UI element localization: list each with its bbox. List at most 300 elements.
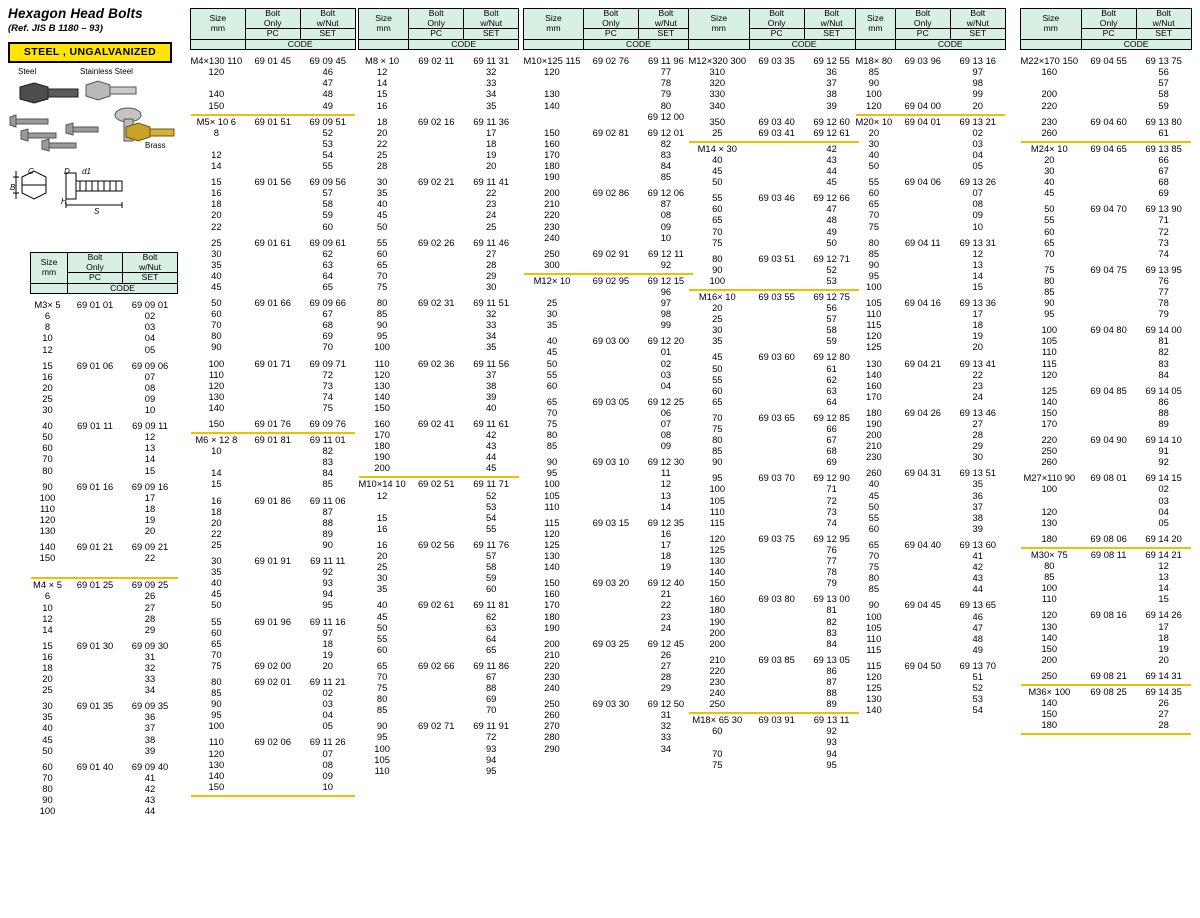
cell-bolt-only-code: 69 04 16 [904, 297, 941, 309]
cell-bolt-wnut-code: 69 11 96 [648, 55, 684, 67]
cell-bolt-only-code [245, 391, 300, 402]
cell-size: 6 [44, 590, 51, 602]
cell-bolt-wnut-code: 81 [826, 604, 837, 616]
cell-bolt-wnut-code: 02 [660, 357, 672, 369]
cell-bolt-wnut-code: 18 [972, 319, 983, 331]
cell-size: 140 [866, 368, 882, 380]
cell-bolt-only-code: 69 02 86 [592, 187, 630, 199]
cell-bolt-wnut-code: 69 12 75 [813, 290, 850, 302]
table-row [524, 682, 694, 693]
cell-size: 90 [376, 319, 388, 331]
table-row [856, 539, 1006, 550]
cell-size: 250 [544, 247, 560, 259]
table-row [1021, 643, 1192, 654]
table-row [359, 149, 519, 160]
cell-bolt-wnut-code: 69 13 31 [959, 236, 996, 248]
cell-bolt-only-code [68, 321, 123, 332]
cell-bolt-only-code [245, 66, 300, 77]
cell-bolt-wnut-code: 57 [1158, 77, 1169, 89]
cell-size: 170 [544, 599, 560, 611]
header-pc: PC [583, 29, 638, 40]
table-row [31, 453, 178, 464]
cell-bolt-only-code [409, 138, 464, 149]
cell-size: 100 [1041, 582, 1058, 594]
cell-bolt-only-code: 69 08 25 [1090, 685, 1127, 697]
cell-bolt-wnut-code: 96 [660, 285, 672, 297]
table-row [524, 369, 694, 380]
cell-size: 95 [868, 269, 880, 281]
table-row [31, 700, 178, 711]
cell-bolt-only-code [245, 759, 300, 770]
table-row [359, 693, 519, 704]
cell-bolt-only-code [245, 770, 300, 781]
table-row [856, 127, 1006, 138]
table-code-row [1021, 39, 1192, 49]
table-row [191, 176, 356, 187]
cell-size: M20× 10 [855, 115, 893, 127]
table-row [191, 270, 356, 281]
cell-bolt-wnut-code: 99 [660, 319, 672, 331]
cell-bolt-wnut-code: 69 12 90 [813, 472, 850, 484]
table-row [31, 371, 178, 382]
cell-size: 16 [211, 494, 222, 506]
table-row [856, 512, 1006, 523]
cell-size: 55 [868, 511, 880, 523]
cell-bolt-only-code [245, 138, 300, 149]
cell-bolt-wnut-code: 22 [144, 552, 156, 564]
cell-bolt-only-code [749, 698, 804, 709]
cell-bolt-wnut-code: 21 [660, 588, 672, 600]
cell-bolt-only-code: 69 02 06 [254, 736, 291, 748]
cell-bolt-only-code: 69 01 76 [254, 418, 291, 429]
table-row [689, 616, 860, 627]
table-row [524, 660, 694, 671]
table-row [359, 187, 519, 198]
cell-bolt-wnut-code: 22 [660, 599, 672, 611]
cell-size: 20 [376, 126, 388, 138]
cell-size: 260 [544, 709, 560, 721]
cell-size: 115 [866, 319, 882, 331]
cell-size: 80 [1044, 560, 1055, 572]
cell-bolt-only-code [749, 335, 804, 346]
bolt-illustration [8, 79, 186, 165]
cell-size: 150 [1041, 642, 1058, 654]
cell-bolt-only-code [749, 748, 804, 759]
cell-size: 40 [1044, 176, 1055, 188]
cell-bolt-only-code [583, 561, 638, 572]
table-row [31, 783, 178, 794]
cell-bolt-wnut-code: 52 [826, 263, 837, 275]
table-row [524, 577, 694, 588]
cell-size: 65 [376, 258, 388, 270]
cell-bolt-wnut-code: 28 [485, 258, 497, 270]
cell-bolt-wnut-code: 10 [322, 780, 333, 792]
cell-bolt-wnut-code: 35 [972, 478, 983, 490]
cell-bolt-wnut-code: 69 09 56 [309, 176, 346, 188]
cell-size: 12 [42, 612, 53, 624]
cell-bolt-wnut-code: 20 [972, 99, 983, 111]
cell-bolt-wnut-code: 53 [826, 274, 837, 286]
cell-bolt-wnut-code: 83 [660, 148, 672, 160]
cell-bolt-only-code [583, 720, 638, 731]
header-bolt-only: Bolt Only [409, 9, 464, 29]
cell-size: 250 [1041, 669, 1058, 681]
table-row [191, 402, 356, 413]
cell-size: 14 [211, 160, 222, 172]
cell-bolt-wnut-code: 03 [144, 321, 156, 333]
cell-bolt-only-code [409, 572, 464, 583]
cell-bolt-wnut-code: 69 13 41 [959, 357, 996, 369]
cell-bolt-only-code: 69 03 00 [592, 335, 630, 347]
cell-bolt-wnut-code: 69 13 75 [1145, 55, 1182, 67]
cell-bolt-wnut-code: 69 14 05 [1145, 384, 1182, 396]
table-row [856, 440, 1006, 451]
cell-size: 45 [712, 165, 723, 177]
cell-bolt-wnut-code: 35 [485, 99, 497, 111]
cell-bolt-wnut-code: 69 13 65 [959, 599, 996, 611]
group-gap [856, 715, 1006, 720]
cell-size: 100 [39, 805, 56, 817]
cell-bolt-wnut-code: 25 [485, 220, 497, 232]
cell-bolt-wnut-code: 15 [144, 464, 156, 476]
cell-bolt-wnut-code: 23 [660, 610, 672, 622]
cell-bolt-only-code [68, 453, 123, 464]
table-row [191, 187, 356, 198]
cell-size: 110 [709, 505, 725, 517]
table-row [1021, 176, 1192, 187]
cell-size: 130 [866, 357, 882, 369]
code-table-col5 [688, 8, 860, 775]
cell-bolt-only-code [895, 583, 950, 594]
cell-bolt-only-code [583, 198, 638, 209]
cell-bolt-only-code [409, 561, 464, 572]
cell-bolt-only-code: 69 03 96 [904, 55, 941, 67]
table-row [689, 66, 860, 77]
cell-bolt-wnut-code: 69 13 70 [959, 659, 996, 671]
table-row [31, 465, 178, 476]
cell-size: 85 [1044, 285, 1055, 297]
cell-bolt-only-code [245, 160, 300, 171]
table-row [31, 761, 178, 772]
cell-bolt-wnut-code: 08 [144, 381, 156, 393]
table-row [359, 720, 519, 731]
table-row [191, 297, 356, 308]
table-row [524, 111, 694, 122]
cell-size: 20 [211, 516, 222, 528]
table-row [359, 704, 519, 715]
cell-bolt-only-code: 69 04 11 [904, 236, 941, 248]
cell-size: 22 [211, 220, 222, 232]
table-row [359, 754, 519, 765]
table-row [191, 391, 356, 402]
cell-size: 115 [866, 659, 882, 671]
cell-bolt-only-code [409, 644, 464, 655]
cell-bolt-only-code [583, 407, 638, 418]
cell-bolt-wnut-code: 92 [826, 725, 837, 737]
cell-size: 180 [866, 406, 882, 418]
cell-bolt-wnut-code: 77 [660, 66, 672, 78]
table-header-row [689, 9, 860, 29]
cell-size: 100 [39, 491, 56, 503]
table-row [191, 627, 356, 638]
cell-bolt-wnut-code: 93 [826, 736, 837, 748]
table-row [1021, 517, 1192, 528]
cell-bolt-only-code [1081, 275, 1136, 286]
cell-bolt-wnut-code: 82 [660, 137, 672, 149]
cell-size: 60 [1044, 225, 1055, 237]
cell-size: 12 [376, 66, 388, 78]
cell-size: 90 [546, 456, 558, 468]
cell-bolt-only-code: 69 02 61 [417, 599, 455, 611]
cell-bolt-wnut-code: 75 [322, 401, 333, 413]
table-row [31, 563, 178, 574]
cell-size: 180 [709, 604, 726, 616]
cell-bolt-wnut-code: 46 [972, 610, 983, 622]
cell-size: 230 [544, 670, 560, 682]
cell-size: 200 [1041, 653, 1058, 665]
cell-bolt-only-code [68, 590, 123, 601]
cell-size: 90 [712, 456, 723, 468]
cell-bolt-only-code: 69 03 46 [758, 192, 795, 204]
cell-bolt-wnut-code: 98 [660, 308, 672, 320]
table-row [191, 539, 356, 550]
cell-bolt-only-code [409, 693, 464, 704]
cell-bolt-only-code: 69 01 21 [76, 541, 114, 553]
cell-size: 16 [376, 522, 388, 534]
cell-bolt-only-code [895, 270, 950, 281]
cell-size: 25 [712, 313, 723, 325]
table-row [359, 297, 519, 308]
cell-bolt-wnut-code: 69 14 35 [1145, 685, 1182, 697]
cell-size: 65 [868, 538, 880, 550]
table-row [856, 198, 1006, 209]
cell-bolt-wnut-code: 69 11 91 [473, 720, 510, 732]
cell-bolt-wnut-code: 05 [144, 343, 156, 355]
table-row [856, 682, 1006, 693]
cell-size: 35 [376, 583, 388, 595]
table-row [856, 358, 1006, 369]
cell-size: 10 [42, 332, 53, 344]
cell-bolt-only-code [1081, 697, 1136, 708]
table-row [1021, 418, 1192, 429]
cell-bolt-only-code [749, 506, 804, 517]
cell-bolt-wnut-code: 69 12 11 [648, 247, 684, 259]
header-set: SET [300, 29, 355, 40]
cell-bolt-wnut-code: 69 13 16 [959, 55, 996, 67]
cell-size: 150 [208, 99, 225, 111]
cell-bolt-only-code [409, 248, 464, 259]
cell-bolt-wnut-code: 69 13 85 [1145, 142, 1182, 154]
cell-bolt-wnut-code: 06 [660, 406, 672, 418]
table-row [31, 525, 178, 536]
cell-bolt-wnut-code: 36 [972, 489, 983, 501]
table-row [524, 77, 694, 88]
cell-bolt-only-code: 69 08 16 [1090, 609, 1127, 621]
cell-bolt-only-code: 69 03 91 [758, 714, 795, 726]
table-row [191, 517, 356, 528]
cell-bolt-wnut-code: 69 12 45 [647, 637, 685, 649]
cell-bolt-only-code: 69 01 61 [254, 236, 291, 248]
cell-bolt-only-code [895, 572, 950, 583]
dimension-sketch [8, 167, 186, 223]
cell-bolt-wnut-code: 28 [1158, 719, 1169, 731]
table-row [31, 684, 178, 695]
cell-bolt-wnut-code: 69 13 51 [959, 467, 996, 479]
cell-bolt-only-code [245, 198, 300, 209]
cell-bolt-only-code [583, 111, 638, 122]
cell-bolt-wnut-code: 69 12 00 [647, 110, 685, 122]
cell-bolt-only-code: 69 03 70 [758, 472, 795, 484]
table-row [1021, 154, 1192, 165]
cell-size: 220 [544, 659, 560, 671]
table-row [1021, 324, 1192, 335]
cell-bolt-only-code [583, 358, 638, 369]
cell-size: 14 [376, 77, 388, 89]
cell-bolt-wnut-code: 34 [144, 684, 156, 696]
cell-size: 85 [376, 704, 388, 716]
cell-size: 140 [208, 401, 225, 413]
cell-size: 105 [1041, 335, 1058, 347]
cell-bolt-only-code [245, 748, 300, 759]
cell-bolt-only-code [749, 517, 804, 528]
cell-bolt-only-code [245, 709, 300, 720]
table-row [1021, 483, 1192, 494]
table-row [359, 644, 519, 655]
cell-bolt-wnut-code: 67 [322, 308, 333, 320]
cell-bolt-wnut-code: 04 [1158, 505, 1169, 517]
cell-bolt-only-code [749, 302, 804, 313]
cell-bolt-only-code [245, 341, 300, 352]
table-row [31, 420, 178, 431]
cell-bolt-wnut-code: 23 [972, 379, 983, 391]
cell-bolt-wnut-code: 43 [144, 794, 156, 806]
header-bolt-wnut: Bolt w/Nut [638, 9, 693, 29]
cell-bolt-only-code [68, 310, 123, 321]
cell-size: 140 [1041, 395, 1058, 407]
table-row [191, 445, 356, 456]
cell-size: 80 [712, 434, 723, 446]
cell-size: 20 [1044, 153, 1055, 165]
cell-bolt-only-code [1081, 358, 1136, 369]
cell-bolt-only-code [583, 77, 638, 88]
cell-bolt-wnut-code: 69 12 25 [647, 395, 685, 407]
cell-bolt-only-code [409, 198, 464, 209]
table-row [1021, 116, 1192, 127]
cell-bolt-wnut-code: 28 [660, 670, 672, 682]
cell-size: 50 [211, 599, 222, 611]
cell-bolt-only-code [1081, 495, 1136, 506]
table-row [359, 88, 519, 99]
sketch-label-c: C [28, 167, 34, 176]
cell-size: 220 [544, 209, 560, 221]
table-row [191, 759, 356, 770]
cell-bolt-only-code [749, 544, 804, 555]
cell-bolt-only-code: 69 04 40 [904, 538, 941, 550]
cell-size: 80 [376, 297, 388, 309]
cell-size: 30 [546, 308, 558, 320]
cell-size: 200 [709, 637, 726, 649]
cell-bolt-wnut-code: 09 [322, 769, 333, 781]
cell-size: 160 [544, 137, 560, 149]
cell-size: 110 [1041, 346, 1057, 358]
table-row [1021, 719, 1192, 730]
table-row [689, 412, 860, 423]
cell-size: 60 [376, 247, 388, 259]
cell-bolt-wnut-code: 97 [660, 297, 672, 309]
table-row [689, 302, 860, 313]
table-row [191, 55, 356, 66]
header-size: Size mm [524, 9, 584, 40]
table-row [359, 429, 519, 440]
cell-bolt-only-code [583, 100, 638, 111]
cell-size: 65 [546, 395, 558, 407]
cell-bolt-wnut-code: 69 09 35 [131, 700, 169, 712]
cell-size: 150 [1041, 708, 1058, 720]
cell-bolt-only-code [68, 371, 123, 382]
cell-bolt-wnut-code: 12 [144, 431, 156, 443]
cell-bolt-only-code [245, 209, 300, 220]
cell-bolt-only-code [245, 281, 300, 292]
cell-size: 20 [712, 302, 723, 314]
cell-bolt-wnut-code: 69 11 56 [473, 357, 510, 369]
cell-bolt-wnut-code: 72 [485, 731, 497, 743]
cell-bolt-wnut-code: 41 [144, 771, 156, 783]
cell-size: 65 [211, 637, 222, 649]
cell-bolt-only-code [895, 160, 950, 171]
cell-bolt-wnut-code: 84 [826, 637, 837, 649]
cell-bolt-wnut-code: 38 [485, 379, 497, 391]
cell-size: 75 [712, 423, 723, 434]
cell-bolt-wnut-code: 69 12 20 [647, 335, 685, 347]
cell-bolt-only-code [68, 404, 123, 415]
table-row [1021, 100, 1192, 111]
cell-bolt-only-code [895, 88, 950, 99]
header-bolt-wnut: Bolt w/Nut [950, 9, 1005, 29]
cell-bolt-wnut-code: 69 09 71 [309, 357, 346, 369]
cell-size: M16× 10 [698, 290, 736, 302]
group-gap [524, 754, 694, 759]
cell-bolt-wnut-code: 09 [144, 392, 156, 404]
cell-bolt-only-code: 69 08 06 [1090, 532, 1127, 544]
cell-bolt-only-code [749, 203, 804, 214]
cell-size: 20 [211, 209, 222, 221]
cell-bolt-only-code [245, 781, 300, 792]
table-row [191, 577, 356, 588]
cell-bolt-only-code: 69 03 51 [758, 252, 795, 264]
cell-bolt-only-code [409, 429, 464, 440]
table-row [191, 160, 356, 171]
cell-size: 25 [376, 561, 388, 573]
cell-bolt-only-code [1081, 187, 1136, 198]
table-row [31, 651, 178, 662]
cell-size: M18× 80 [855, 55, 893, 67]
cell-bolt-only-code: 69 01 86 [254, 494, 291, 506]
cell-bolt-only-code [1081, 176, 1136, 187]
cell-bolt-wnut-code: 20 [485, 160, 497, 172]
cell-bolt-wnut-code: 57 [485, 550, 497, 562]
cell-bolt-only-code [409, 127, 464, 138]
cell-bolt-wnut-code: 68 [1158, 176, 1169, 188]
table-row [689, 237, 860, 248]
table-row [524, 396, 694, 407]
cell-bolt-wnut-code: 69 11 31 [473, 55, 510, 67]
table-row [359, 259, 519, 270]
cell-size: M3× 5 [34, 299, 61, 311]
cell-bolt-only-code [1081, 396, 1136, 407]
cell-bolt-wnut-code: 64 [485, 632, 497, 644]
cell-bolt-only-code [583, 346, 638, 357]
cell-size: 65 [712, 395, 723, 407]
